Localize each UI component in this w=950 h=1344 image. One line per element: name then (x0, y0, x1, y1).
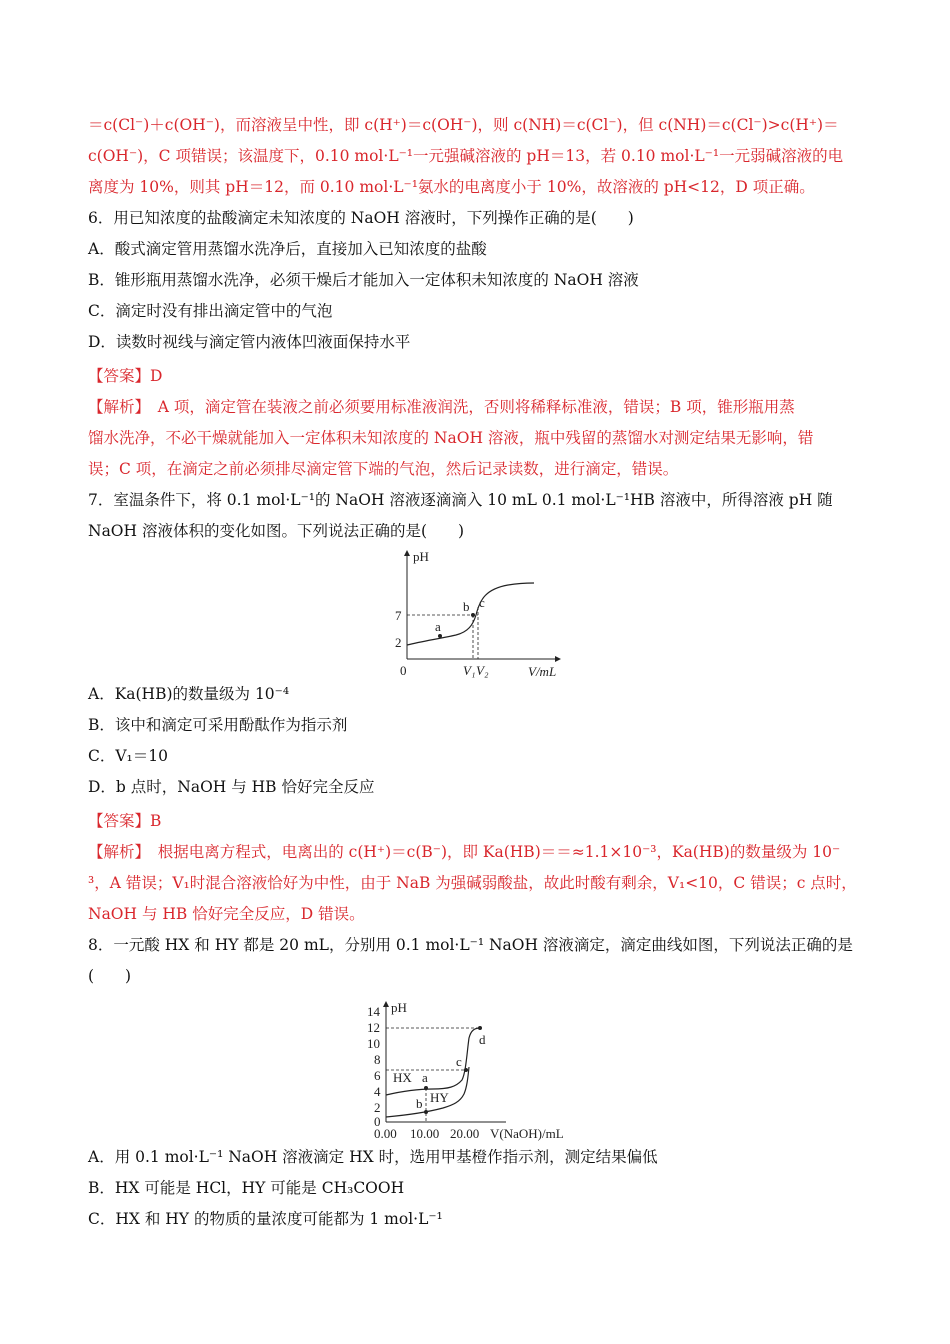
q7-titration-curve (407, 583, 534, 645)
q7-ylabel: pH (413, 549, 429, 564)
q8-option-a: A．用 0.1 mol·L⁻¹ NaOH 溶液滴定 HX 时，选用甲基橙作指示剂，测定结果偏低 (88, 1148, 658, 1166)
q6-option-c: C．滴定时没有排出滴定管中的气泡 (88, 302, 333, 320)
q8-point-a-label: a (422, 1070, 428, 1085)
document-page (88, 110, 864, 1235)
q7-option-b: B．该中和滴定可采用酚酞作为指示剂 (88, 716, 348, 734)
q8-hx-label: HX (393, 1070, 412, 1085)
q7-xlabel: V/mL (528, 664, 557, 679)
q8-point-b-label: b (416, 1096, 423, 1111)
q7-explanation-line-3: NaOH 与 HB 恰好完全反应，D 错误。 (88, 905, 365, 923)
q7-stem-line-2: NaOH 溶液体积的变化如图。下列说法正确的是( ) (88, 522, 465, 540)
q6-option-b: B．锥形瓶用蒸馏水洗净，必须干燥后才能加入一定体积未知浓度的 NaOH 溶液 (88, 271, 639, 289)
q6-answer: 【答案】D (88, 367, 163, 385)
q8-ytick-4: 4 (374, 1084, 381, 1099)
q7-option-d: D．b 点时，NaOH 与 HB 恰好完全反应 (88, 778, 375, 796)
q7-answer: 【答案】B (88, 812, 162, 830)
q7-point-a (438, 634, 442, 638)
q8-ytick-8: 8 (374, 1052, 381, 1067)
q7-stem-line-1: 7．室温条件下，将 0.1 mol·L⁻¹的 NaOH 溶液逐滴滴入 10 mL 0.1 mol·L⁻¹HB 溶液中，所得溶液 pH 随 (88, 491, 833, 509)
q6-stem: 6．用已知浓度的盐酸滴定未知浓度的 NaOH 溶液时，下列操作正确的是( ) (88, 209, 634, 227)
q8-xtick-20: 20.00 (450, 1126, 480, 1141)
q8-figure (88, 992, 864, 1142)
q8-hy-label: HY (430, 1090, 449, 1105)
q7-point-c-label: c (479, 595, 485, 610)
q7-explanation-line-2: ³，A 错误；V₁时混合溶液恰好为中性，由于 NaB 为强碱弱酸盐，故此时酸有剩余，V₁<10，C 错误；c 点时， (88, 874, 857, 892)
q6-explanation-line-2: 馏水洗净，不必干燥就能加入一定体积未知浓度的 NaOH 溶液，瓶中残留的蒸馏水对测定结果无影响，错 (88, 429, 814, 447)
q8-stem-line-2: ( ) (88, 967, 132, 985)
q8-point-c-label: c (456, 1054, 462, 1069)
q8-ytick-0: 0 (374, 1114, 381, 1129)
q8-ylabel: pH (391, 1000, 407, 1015)
q5-explanation-line-1: ＝c(Cl⁻)＋c(OH⁻)，而溶液呈中性，即 c(H⁺)＝c(OH⁻)，则 c(NH)＝c(Cl⁻)，但 c(NH)＝c(Cl⁻)>c(H⁺)＝ (88, 116, 839, 134)
q5-explanation-line-2: c(OH⁻)，C 项错误；该温度下，0.10 mol·L⁻¹一元强碱溶液的 pH＝13，若 0.10 mol·L⁻¹一元弱碱溶液的电 (88, 147, 844, 165)
q7-ytick-7: 7 (395, 608, 402, 623)
q8-ytick-2: 2 (374, 1100, 381, 1115)
q8-stem-line-1: 8．一元酸 HX 和 HY 都是 20 mL，分别用 0.1 mol·L⁻¹ NaOH 溶液滴定，滴定曲线如图，下列说法正确的是 (88, 936, 853, 954)
q6-option-d: D．读数时视线与滴定管内液体凹液面保持水平 (88, 333, 411, 351)
q8-point-b (424, 1110, 428, 1114)
q7-explanation-line-1: 【解析】 根据电离方程式，电离出的 c(H⁺)＝c(B⁻)，即 Ka(HB)＝＝≈1.1×10⁻³，Ka(HB)的数量级为 10⁻ (88, 843, 841, 861)
q8-xlabel: V(NaOH)/mL (490, 1126, 564, 1141)
q8-ytick-12: 12 (367, 1020, 380, 1035)
q8-point-d-label: d (479, 1032, 486, 1047)
q7-figure (88, 547, 864, 679)
q5-explanation-line-3: 离度为 10%，则其 pH＝12，而 0.10 mol·L⁻¹氨水的电离度小于 10%，故溶液的 pH<12，D 项正确。 (88, 178, 815, 196)
q7-point-b-label: b (463, 599, 470, 614)
q8-option-b: B．HX 可能是 HCl，HY 可能是 CH₃COOH (88, 1179, 405, 1197)
q8-point-c (464, 1068, 468, 1072)
q6-explanation-line-3: 误；C 项，在滴定之前必须排尽滴定管下端的气泡，然后记录读数，进行滴定，错误。 (88, 460, 679, 478)
q7-ytick-2: 2 (395, 635, 402, 650)
q8-point-a (424, 1086, 428, 1090)
q7-xtick-v2: V₂ (476, 663, 489, 678)
q7-point-a-label: a (435, 619, 441, 634)
q8-option-c: C．HX 和 HY 的物质的量浓度可能都为 1 mol·L⁻¹ (88, 1210, 443, 1228)
q7-option-a: A．Ka(HB)的数量级为 10⁻⁴ (88, 685, 290, 703)
q7-option-c: C．V₁＝10 (88, 747, 168, 765)
q8-ytick-10: 10 (367, 1036, 380, 1051)
q7-point-b (471, 613, 475, 617)
q8-xtick-10: 10.00 (410, 1126, 440, 1141)
q7-xtick-v1: V₁ (463, 663, 476, 678)
q6-option-a: A．酸式滴定管用蒸馏水洗净后，直接加入已知浓度的盐酸 (88, 240, 487, 258)
q6-explanation-line-1: 【解析】 A 项，滴定管在装液之前必须要用标准液润洗，否则将稀释标准液，错误；B 项，锥形瓶用蒸 (88, 398, 795, 416)
q8-xtick-0: 0.00 (374, 1126, 397, 1141)
q7-origin-label: 0 (400, 663, 407, 678)
q7-titration-chart (88, 547, 864, 679)
q8-ytick-14: 14 (367, 1004, 380, 1019)
q8-ytick-6: 6 (374, 1068, 381, 1083)
q8-titration-chart (88, 992, 864, 1142)
q8-point-d (478, 1026, 482, 1030)
